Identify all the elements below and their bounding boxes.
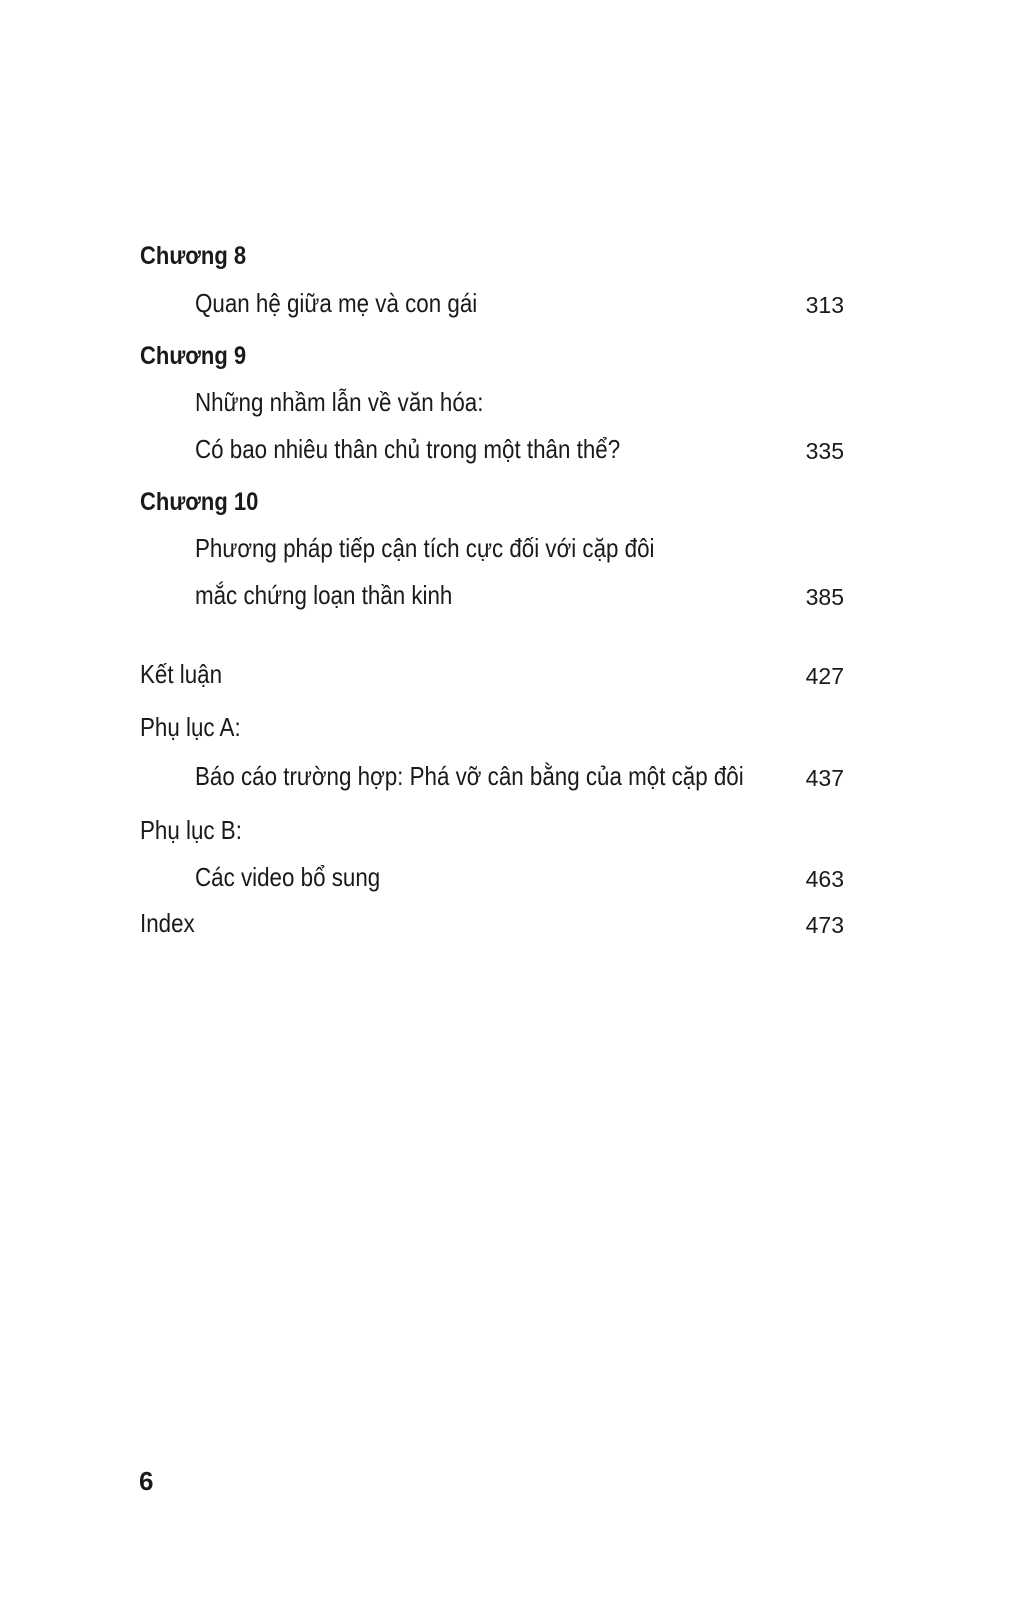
conclusion-title: Kết luận [140, 659, 223, 689]
appendix-b-page: 463 [805, 866, 844, 892]
appendix-b-label: Phụ lục B: [140, 815, 242, 845]
chapter-9-heading: Chương 9 [140, 342, 247, 370]
chapter-8-heading: Chương 8 [140, 242, 247, 270]
chapter-10-title-line-2: mắc chứng loạn thần kinh [195, 580, 453, 610]
index-page: 473 [805, 912, 844, 938]
chapter-10-page: 385 [805, 584, 844, 610]
appendix-a-title: Báo cáo trường hợp: Phá vỡ cân bằng của một cặp đôi [195, 761, 744, 791]
page-number: 6 [139, 1466, 154, 1496]
appendix-a-label: Phụ lục A: [140, 712, 241, 742]
chapter-9-title-line-2: Có bao nhiêu thân chủ trong một thân thể? [195, 434, 621, 464]
appendix-b-title: Các video bổ sung [195, 862, 381, 892]
chapter-10-title-line-1: Phương pháp tiếp cận tích cực đối với cặp đôi [195, 533, 655, 563]
conclusion-page: 427 [805, 663, 844, 689]
index-title: Index [140, 908, 195, 938]
chapter-8-title: Quan hệ giữa mẹ và con gái [195, 288, 478, 318]
chapter-10-heading: Chương 10 [140, 488, 259, 516]
chapter-9-title-line-1: Những nhầm lẫn về văn hóa: [195, 387, 484, 417]
appendix-a-page: 437 [805, 765, 844, 791]
chapter-9-page: 335 [805, 438, 844, 464]
chapter-8-page: 313 [805, 292, 844, 318]
